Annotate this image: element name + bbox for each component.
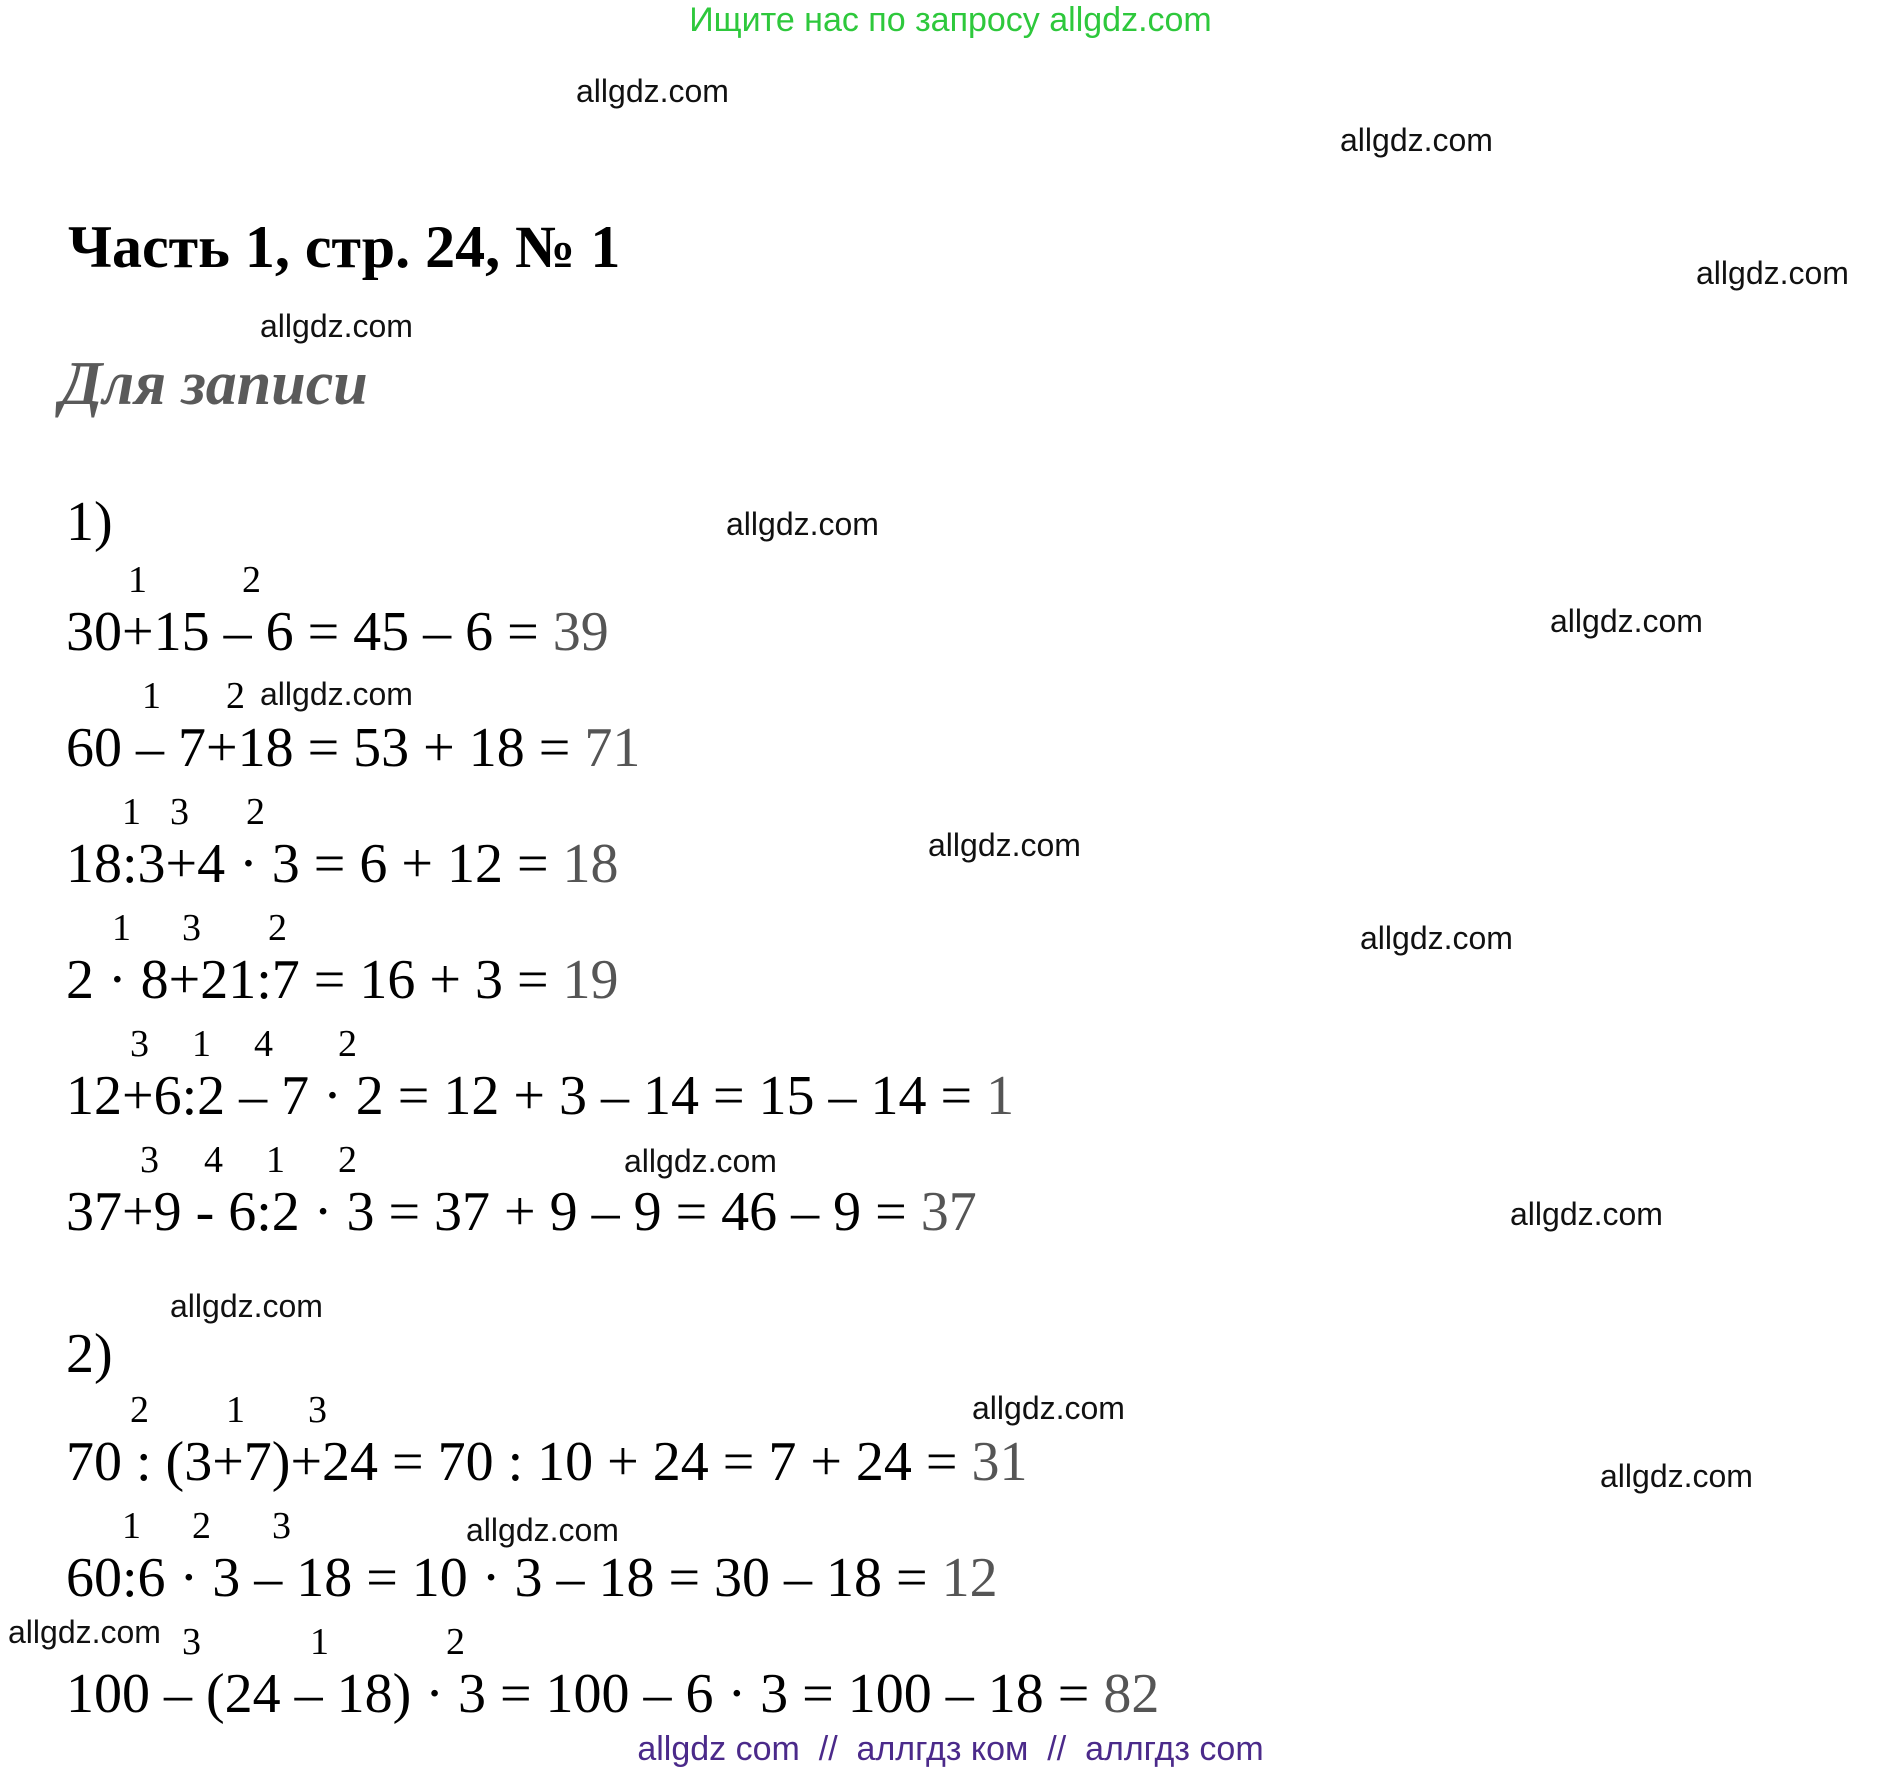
- step-number: 1: [266, 1139, 285, 1181]
- step-number: 2: [268, 907, 287, 949]
- answer: 12: [941, 1547, 998, 1609]
- step-order-row: [66, 792, 1566, 832]
- step-order-row: [66, 1506, 1566, 1546]
- watermark: allgdz.com: [260, 676, 413, 712]
- math-expression: 60:6 · 3 – 18 = 10 · 3 – 18 = 30 – 18 = 12: [66, 1547, 998, 1609]
- answer: 19: [562, 949, 619, 1011]
- step-order-row: [66, 1140, 1566, 1180]
- step-number: 3: [130, 1023, 149, 1065]
- step-number: 3: [182, 907, 201, 949]
- answer: 31: [971, 1431, 1028, 1493]
- answer: 37: [920, 1181, 977, 1243]
- part-label: 2): [66, 1323, 113, 1385]
- answer: 71: [584, 717, 641, 779]
- step-order-row: [66, 1024, 1566, 1064]
- answer: 1: [986, 1065, 1015, 1127]
- step-number: 2: [242, 559, 261, 601]
- step-number: 1: [128, 559, 147, 601]
- step-number: 3: [170, 791, 189, 833]
- step-number: 1: [142, 675, 161, 717]
- math-expression: 2 · 8+21:7 = 16 + 3 = 19: [66, 949, 619, 1011]
- step-number: 3: [272, 1505, 291, 1547]
- watermark: allgdz.com: [576, 73, 729, 109]
- step-number: 3: [308, 1389, 327, 1431]
- step-number: 1: [226, 1389, 245, 1431]
- step-order-row: [66, 560, 1566, 600]
- watermark: allgdz.com: [170, 1288, 323, 1324]
- page-title: Часть 1, стр. 24, № 1: [68, 214, 621, 280]
- watermark: allgdz.com: [260, 308, 413, 344]
- watermark: allgdz.com: [1510, 1196, 1663, 1232]
- step-order-row: [66, 908, 1566, 948]
- math-expression: 37+9 - 6:2 · 3 = 37 + 9 – 9 = 46 – 9 = 37: [66, 1181, 977, 1243]
- step-number: 1: [310, 1621, 329, 1663]
- watermark: allgdz.com: [928, 827, 1081, 863]
- math-expression: 12+6:2 – 7 · 2 = 12 + 3 – 14 = 15 – 14 = 1: [66, 1065, 1015, 1127]
- step-number: 3: [140, 1139, 159, 1181]
- step-number: 2: [338, 1139, 357, 1181]
- math-expression: 18:3+4 · 3 = 6 + 12 = 18: [66, 833, 619, 895]
- answer: 82: [1103, 1663, 1160, 1725]
- watermark: allgdz.com: [1340, 122, 1493, 158]
- step-number: 2: [246, 791, 265, 833]
- math-expression: 60 – 7+18 = 53 + 18 = 71: [66, 717, 641, 779]
- answer: 18: [562, 833, 619, 895]
- step-number: 2: [130, 1389, 149, 1431]
- footer-watermark: allgdz com // аллгдз ком // аллгдз com: [637, 1730, 1264, 1768]
- watermark: allgdz.com: [1360, 920, 1513, 956]
- step-number: 2: [446, 1621, 465, 1663]
- part-label: 1): [66, 491, 113, 553]
- math-expression: 100 – (24 – 18) · 3 = 100 – 6 · 3 = 100 – 18 = 82: [66, 1663, 1160, 1725]
- step-number: 1: [112, 907, 131, 949]
- step-number: 4: [204, 1139, 223, 1181]
- step-number: 2: [338, 1023, 357, 1065]
- watermark: allgdz.com: [466, 1512, 619, 1548]
- watermark: allgdz.com: [1550, 603, 1703, 639]
- section-subtitle: Для записи: [60, 350, 368, 418]
- watermark: allgdz.com: [1696, 255, 1849, 291]
- step-order-row: [66, 676, 1566, 716]
- step-number: 4: [254, 1023, 273, 1065]
- watermark: allgdz.com: [8, 1614, 161, 1650]
- step-order-row: [66, 1390, 1566, 1430]
- step-number: 1: [192, 1023, 211, 1065]
- step-number: 2: [226, 675, 245, 717]
- step-number: 1: [122, 1505, 141, 1547]
- answer: 39: [552, 601, 609, 663]
- step-number: 3: [182, 1621, 201, 1663]
- watermark: allgdz.com: [1600, 1458, 1753, 1494]
- top-banner: Ищите нас по запросу allgdz.com: [689, 1, 1212, 39]
- math-expression: 30+15 – 6 = 45 – 6 = 39: [66, 601, 609, 663]
- watermark: allgdz.com: [726, 506, 879, 542]
- step-order-row: [66, 1622, 1566, 1662]
- watermark: allgdz.com: [624, 1143, 777, 1179]
- step-number: 1: [122, 791, 141, 833]
- step-number: 2: [192, 1505, 211, 1547]
- math-expression: 70 : (3+7)+24 = 70 : 10 + 24 = 7 + 24 = 31: [66, 1431, 1028, 1493]
- watermark: allgdz.com: [972, 1390, 1125, 1426]
